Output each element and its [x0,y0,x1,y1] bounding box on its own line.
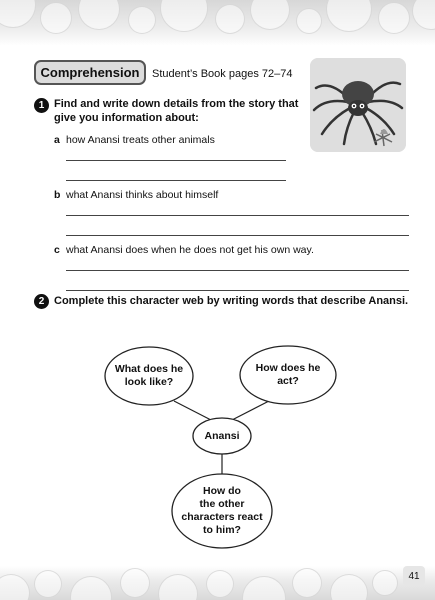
node-appearance-line2: look like? [124,376,174,388]
part-b-letter: b [54,189,61,201]
node-center-anansi[interactable]: Anansi [204,429,240,442]
question-1-text-line2: give you information about: [54,112,199,124]
question-2-number: 2 [34,294,49,309]
part-c-letter: c [54,244,60,256]
node-reactions-line4: to him? [203,524,241,536]
node-reactions-line2: the other [199,498,245,510]
part-a-letter: a [54,134,60,146]
page-number: 41 [403,566,425,586]
question-1-number: 1 [34,98,49,113]
node-actions-line1: How does he [255,362,321,374]
node-appearance-line1: What does he [114,363,184,375]
book-reference: Student’s Book pages 72–74 [152,68,293,80]
node-reactions[interactable] [172,474,272,548]
part-b-text: what Anansi thinks about himself [66,189,219,201]
part-a-text: how Anansi treats other animals [66,134,215,146]
node-appearance[interactable] [105,347,193,405]
question-2-text: Complete this character web by writing words that describe Anansi. [54,295,409,307]
node-reactions-line1: How do [203,485,241,497]
comprehension-label-text: Comprehension [40,65,140,80]
question-1-text-line1: Find and write down details from the story that [54,98,299,110]
node-actions-line2: act? [277,375,299,387]
node-actions[interactable] [240,346,336,404]
node-reactions-line3: characters react [181,511,263,523]
part-c-text: what Anansi does when he does not get his own way. [66,244,314,256]
